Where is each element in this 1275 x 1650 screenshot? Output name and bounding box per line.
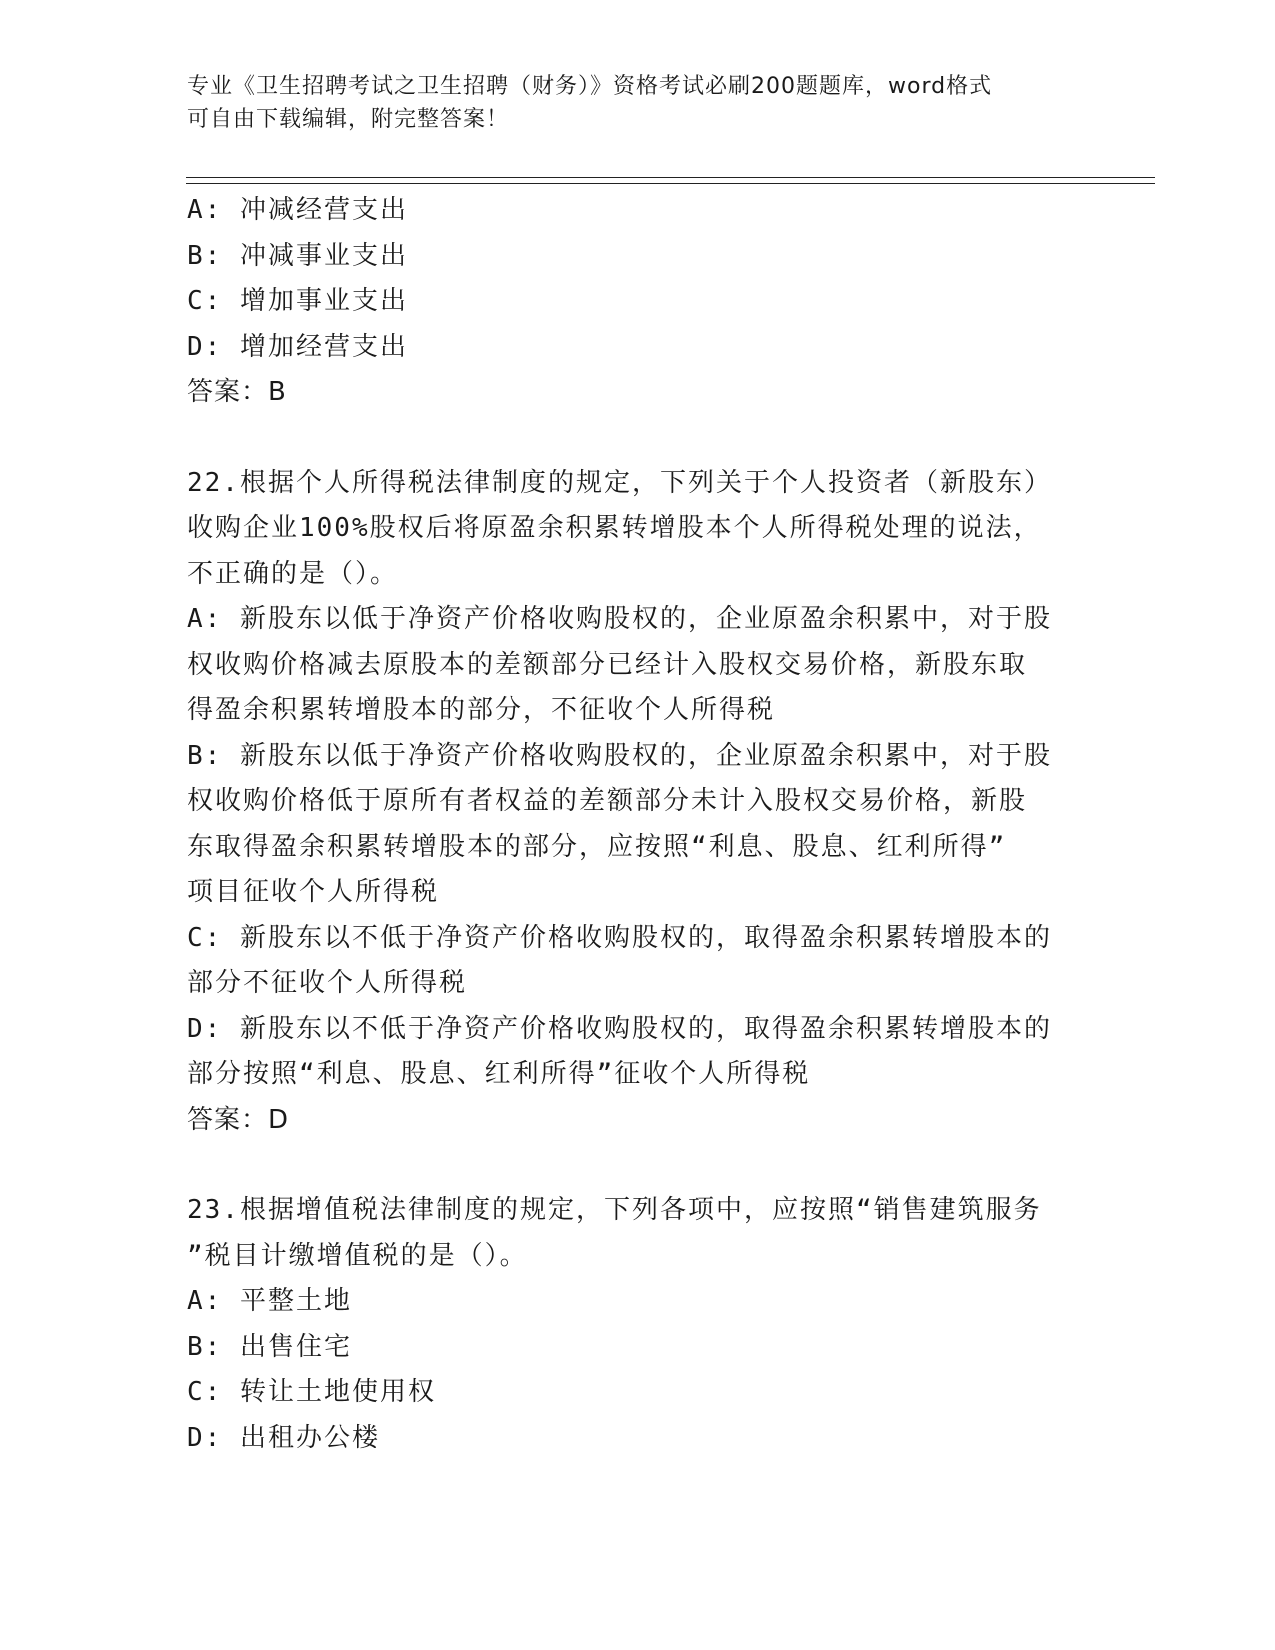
option-b-line: B: 新股东以低于净资产价格收购股权的，企业原盈余积累中，对于股 xyxy=(187,740,1052,771)
answer-label: 答案：B xyxy=(187,377,287,407)
option-b-line: 权收购价格低于原所有者权益的差额部分未计入股权交易价格，新股 xyxy=(187,786,1028,816)
header-line-1: 专业《卫生招聘考试之卫生招聘（财务）》资格考试必刷200题题库，word格式 xyxy=(187,74,993,99)
question-stem-line: 收购企业100%股权后将原盈余积累转增股本个人所得税处理的说法， xyxy=(187,513,1042,543)
option-b-line: 项目征收个人所得税 xyxy=(187,877,440,907)
question-stem-line: ”税目计缴增值税的是（）。 xyxy=(187,1240,528,1271)
document-header xyxy=(187,70,1067,136)
answer-label: 答案：D xyxy=(187,1104,290,1135)
option-d-line: 部分按照“利息、股息、红利所得”征收个人所得税 xyxy=(187,1059,811,1089)
option-a: A: 平整土地 xyxy=(187,1286,352,1316)
option-c: C: 转让土地使用权 xyxy=(187,1377,436,1407)
option-c-line: 部分不征收个人所得税 xyxy=(187,968,468,998)
document-body xyxy=(187,188,1077,1461)
header-line-2: 可自由下载编辑，附完整答案！ xyxy=(187,107,510,132)
question-stem-line: 22.根据个人所得税法律制度的规定，下列关于个人投资者（新股东） xyxy=(187,467,1052,498)
option-d: D: 出租办公楼 xyxy=(187,1422,380,1453)
question-22 xyxy=(187,461,1077,1144)
question-stem-line: 不正确的是（）。 xyxy=(187,558,399,589)
header-divider xyxy=(186,177,1155,184)
option-b-line: 东取得盈余积累转增股本的部分，应按照“利息、股息、红利所得” xyxy=(187,831,1007,862)
previous-question xyxy=(187,188,1077,416)
option-a-line: 权收购价格减去原股本的差额部分已经计入股权交易价格，新股东取 xyxy=(187,649,1028,680)
option-d: D: 增加经营支出 xyxy=(187,331,408,362)
option-c: C: 增加事业支出 xyxy=(187,286,408,316)
option-a-line: A: 新股东以低于净资产价格收购股权的，企业原盈余积累中，对于股 xyxy=(187,604,1052,634)
question-stem-line: 23.根据增值税法律制度的规定，下列各项中，应按照“销售建筑服务 xyxy=(187,1195,1042,1225)
question-23 xyxy=(187,1188,1077,1461)
option-b: B: 冲减事业支出 xyxy=(187,240,408,271)
option-b: B: 出售住宅 xyxy=(187,1331,352,1362)
option-a: A: 冲减经营支出 xyxy=(187,195,408,225)
option-c-line: C: 新股东以不低于净资产价格收购股权的，取得盈余积累转增股本的 xyxy=(187,922,1052,953)
option-a-line: 得盈余积累转增股本的部分，不征收个人所得税 xyxy=(187,695,776,725)
option-d-line: D: 新股东以不低于净资产价格收购股权的，取得盈余积累转增股本的 xyxy=(187,1013,1052,1044)
